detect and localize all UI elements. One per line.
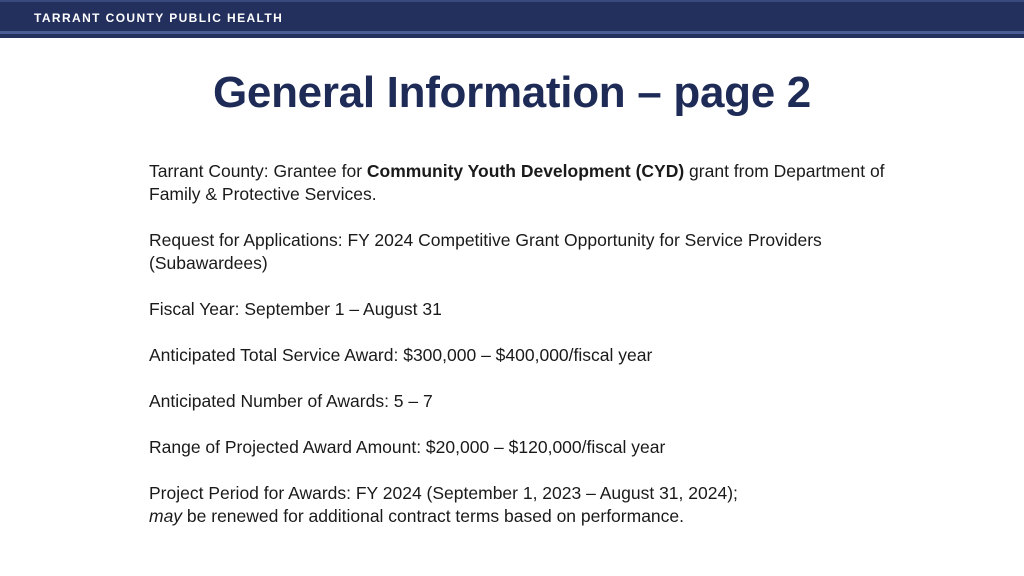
- slide-body: [149, 160, 909, 528]
- project-period-line2: be renewed for additional contract terms based on performance.: [182, 506, 685, 526]
- rfa-paragraph: Request for Applications: FY 2024 Competitive Grant Opportunity for Service Providers (Subawardees): [149, 230, 822, 273]
- grantee-program-name: Community Youth Development (CYD): [366, 161, 685, 181]
- fiscal-year-paragraph: Fiscal Year: September 1 – August 31: [149, 299, 442, 319]
- project-period-line1: Project Period for Awards: FY 2024 (September 1, 2023 – August 31, 2024);: [149, 483, 738, 503]
- slide-title: General Information – page 2: [213, 68, 811, 117]
- header-banner: [0, 0, 1024, 38]
- total-award-paragraph: Anticipated Total Service Award: $300,000 – $400,000/fiscal year: [149, 345, 653, 365]
- banner-stripe: [0, 31, 1024, 34]
- grantee-suffix: grant from Department of Family & Protective Services.: [149, 161, 885, 204]
- number-of-awards-paragraph: Anticipated Number of Awards: 5 – 7: [149, 391, 433, 411]
- award-range-paragraph: Range of Projected Award Amount: $20,000 – $120,000/fiscal year: [149, 437, 666, 457]
- organization-name: TARRANT COUNTY PUBLIC HEALTH: [34, 11, 284, 25]
- project-period-paragraph: [149, 482, 909, 528]
- project-period-italic: may: [149, 506, 183, 526]
- grantee-paragraph: [149, 160, 909, 206]
- grantee-prefix: Tarrant County: Grantee for: [149, 161, 367, 181]
